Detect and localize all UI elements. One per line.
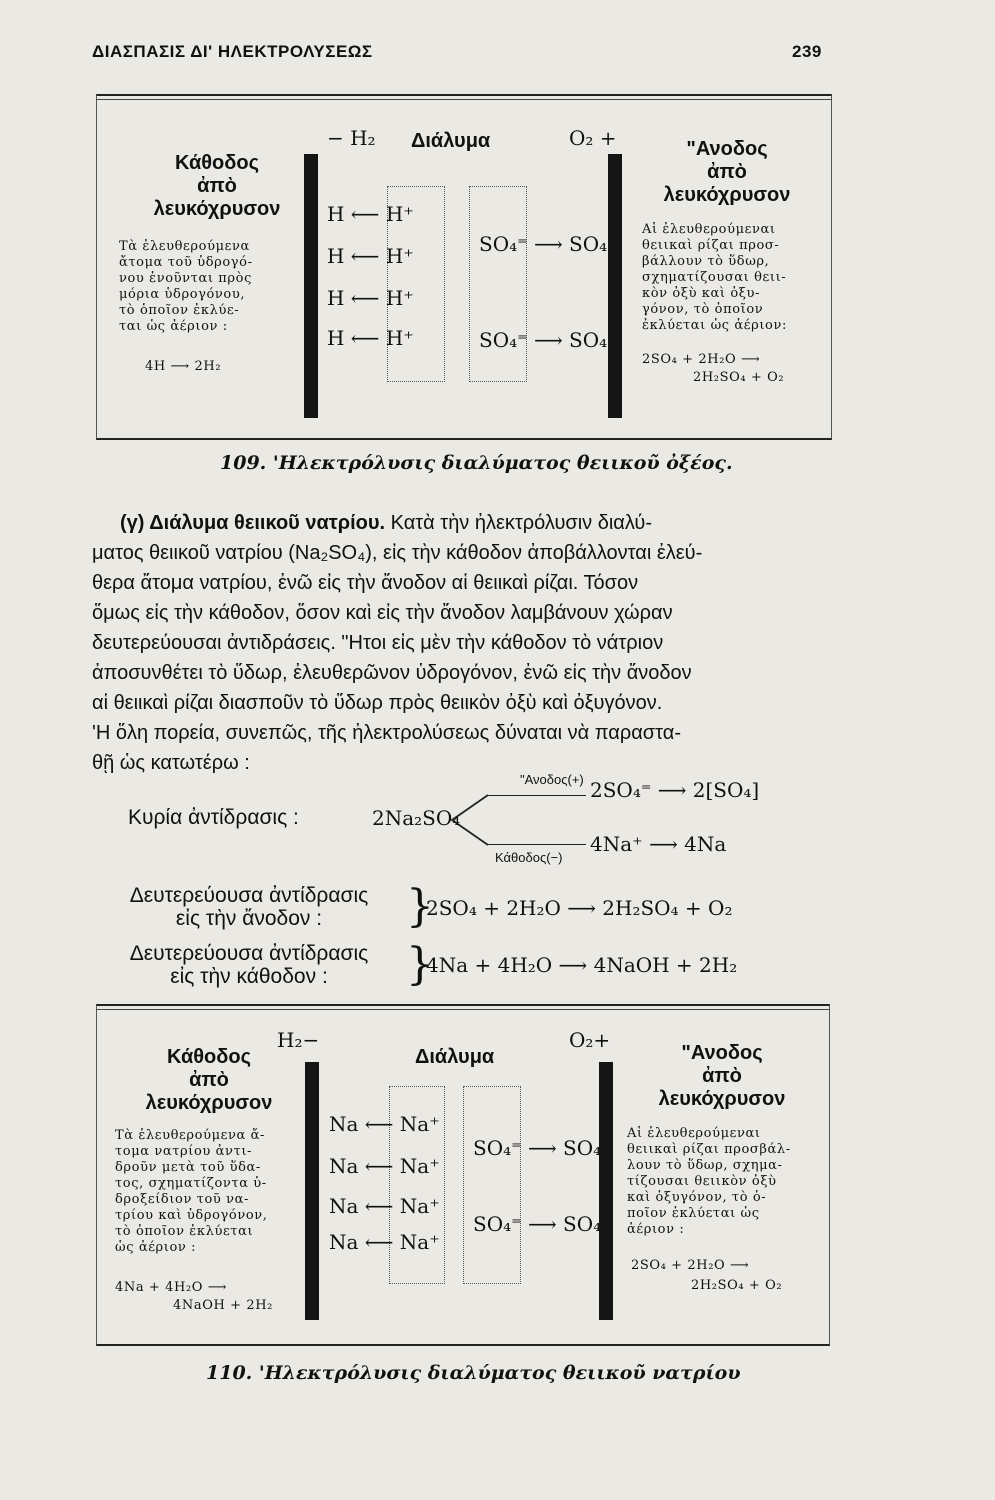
fig110-anode-equation-1: 2SO₄ + 2H₂O ⟶ (631, 1258, 750, 1273)
paragraph-line: 'Η ὅλη πορεία, συνεπῶς, τῆς ἠλεκτρολύσεως δύναται νὰ παραστα- (92, 722, 681, 744)
paragraph-line: ὅμως εἰς τὴν κάθοδον, ὅσον καὶ εἰς τὴν ἄνοδον λαμβάνουν χώραν (92, 602, 673, 624)
secondary-anode-label (94, 884, 404, 930)
fig110-solution-label: Διάλυμα (415, 1046, 495, 1068)
fig110-cation-row: Na ⟵ Na⁺ (329, 1194, 440, 1218)
secondary-anode-equation: 2SO₄ + 2H₂O ⟶ 2H₂SO₄ + O₂ (426, 896, 733, 920)
paragraph-line: θῇ ὡς κατωτέρω : (92, 752, 250, 774)
cathode-label: Κάθοδος(−) (495, 850, 563, 865)
fig110-anode-equation-2: 2H₂SO₄ + O₂ (691, 1278, 783, 1293)
figure-110-frame (96, 1004, 830, 1346)
main-reactant: 2Na₂SO₄ (372, 806, 461, 830)
fig109-solution-label: Διάλυμα (411, 130, 491, 152)
paragraph-line: ματος θειικοῦ νατρίου (Na₂SO₄), εἰς τὴν κάθοδον ἀποβάλλονται ἐλεύ- (92, 542, 703, 564)
fig109-gas-left: − H₂ (327, 126, 376, 150)
brace-icon: } (406, 939, 434, 990)
running-title: ΔΙΑΣΠΑΣΙΣ ΔΙ' ΗΛΕΚΤΡΟΛΥΣΕΩΣ (92, 42, 373, 61)
fig110-cation-row: Na ⟵ Na⁺ (329, 1154, 440, 1178)
fig110-cathode-title: Κάθοδος ἀπὸ λευκόχρυσον (145, 1046, 273, 1114)
section-paragraph (92, 508, 830, 778)
main-reaction-label: Κυρία ἀντίδρασις : (128, 806, 299, 829)
fig109-anion-row: SO₄⁼ ⟶ SO₄ (479, 328, 608, 352)
fig109-anode-title: "Ανοδος ἀπὸ λευκόχρυσον (663, 138, 791, 206)
fig109-cation-row: H ⟵ H⁺ (327, 202, 414, 226)
figure-109-caption: 109. 'Ηλεκτρόλυσις διαλύματος θειικοῦ ὀξέος. (220, 452, 733, 474)
figure-109-frame (96, 94, 832, 440)
fig109-cathode-text: Τὰ ἐλευθερούμενα ἄτομα τοῦ ὑδρογό- νου ἑνοῦνται πρὸς μόρια ὑδρογόνου, τὸ ὁποῖον ἐκλύε- ται ὡς ἀέριον : (119, 239, 253, 334)
page-number: 239 (792, 42, 822, 61)
fig110-gas-right: O₂+ (569, 1028, 611, 1052)
fig109-cation-row: H ⟵ H⁺ (327, 286, 414, 310)
fig109-anion-row: SO₄⁼ ⟶ SO₄ (479, 232, 608, 256)
fig110-cathode-text: Τὰ ἐλευθερούμενα ἄ- τομα νατρίου ἀντι- δροῦν μετὰ τοῦ ὕδα- τος, σχηματίζοντα ὑ- δροξείδιον τοῦ να- τρίου καὶ ὑδρογόνον, τὸ ὁποῖον ἐκλύεται ὡς ἀέριον : (115, 1128, 268, 1255)
anode-label: "Ανοδος(+) (520, 772, 584, 787)
fig110-anion-row: SO₄⁼ ⟶ SO₄ (473, 1136, 602, 1160)
fig110-cathode-equation-2: 4NaOH + 2H₂ (173, 1298, 273, 1313)
fig109-cation-row: H ⟵ H⁺ (327, 244, 414, 268)
paragraph-line: Κατὰ τὴν ἠλεκτρόλυσιν διαλύ- (390, 512, 652, 534)
fig109-cathode-equation: 4H ⟶ 2H₂ (145, 359, 222, 374)
fig109-cathode-electrode (304, 154, 318, 418)
secondary-cathode-label-2: εἰς τὴν κάθοδον : (170, 965, 328, 988)
fig110-anode-title: "Ανοδος ἀπὸ λευκόχρυσον (658, 1042, 786, 1110)
anode-product: 2SO₄⁼ ⟶ 2[SO₄] (590, 778, 760, 802)
paragraph-line: αἱ θειικαὶ ρίζαι διασποῦν τὸ ὕδωρ πρὸς θειικὸν ὀξὺ καὶ ὀξυγόνον. (92, 692, 663, 714)
fig110-cathode-electrode (305, 1062, 319, 1320)
secondary-cathode-label (92, 942, 406, 988)
secondary-cathode-equation: 4Na + 4H₂O ⟶ 4NaOH + 2H₂ (426, 953, 738, 977)
fig110-cation-row: Na ⟵ Na⁺ (329, 1230, 440, 1254)
secondary-anode-label-2: εἰς τὴν ἄνοδον : (175, 907, 323, 930)
fig109-cathode-title: Κάθοδος ἀπὸ λευκόχρυσον (153, 152, 281, 220)
fig109-anode-text: Αἱ ἐλευθερούμεναι θειικαὶ ρίζαι προσ- βάλλουν τὸ ὕδωρ, σχηματίζουσαι θειι- κὸν ὀξὺ καὶ ὀξυ- γόνον, τὸ ὁποῖον ἐκλύεται ὡς ἀέριον: (642, 222, 787, 333)
fig109-anode-equation-2: 2H₂SO₄ + O₂ (693, 370, 785, 385)
section-heading: (γ) Διάλυμα θειικοῦ νατρίου. (120, 512, 386, 534)
anode-arrow-line (488, 795, 586, 796)
fig110-cation-row: Na ⟵ Na⁺ (329, 1112, 440, 1136)
paragraph-line: δευτερεύουσαι ἀντιδράσεις. "Ητοι εἰς μὲν τὴν κάθοδον τὸ νάτριον (92, 632, 664, 654)
paragraph-line: ἀποσυνθέτει τὸ ὕδωρ, ἐλευθερῶνον ὑδρογόνον, ἐνῶ εἰς τὴν ἄνοδον (92, 662, 692, 684)
fig109-cation-row: H ⟵ H⁺ (327, 326, 414, 350)
fig109-anion-zone (469, 186, 527, 382)
cathode-arrow-line (488, 844, 586, 845)
fig109-anode-equation-1: 2SO₄ + 2H₂O ⟶ (642, 352, 761, 367)
fig109-anode-electrode (608, 154, 622, 418)
secondary-anode-label-1: Δευτερεύουσα ἀντίδρασις (129, 884, 369, 907)
paragraph-line: θερα ἄτομα νατρίου, ἐνῶ εἰς τὴν ἄνοδον αἱ θειικαὶ ρίζαι. Τόσον (92, 572, 639, 594)
figure-110-caption: 110. 'Ηλεκτρόλυσις διαλύματος θειικοῦ νατρίου (206, 1362, 741, 1384)
cathode-product: 4Na⁺ ⟶ 4Na (590, 832, 727, 856)
fig110-anode-text: Αἱ ἐλευθερούμεναι θειικαὶ ρίζαι προσβάλ- λουν τὸ ὕδωρ, σχημα- τίζουσαι θειικὸν ὀξὺ καὶ ὀξυγόνον, τὸ ὁ- ποῖον ἐκλύεται ὡς ἀέριον : (627, 1126, 791, 1237)
fig109-gas-right: O₂ + (569, 126, 617, 150)
fig110-anion-zone (463, 1086, 521, 1284)
fig110-anion-row: SO₄⁼ ⟶ SO₄ (473, 1212, 602, 1236)
fig110-anode-electrode (599, 1062, 613, 1320)
fig110-cathode-equation-1: 4Na + 4H₂O ⟶ (115, 1280, 227, 1295)
fig110-gas-left: H₂− (277, 1028, 320, 1052)
brace-icon: } (406, 881, 434, 932)
secondary-cathode-label-1: Δευτερεύουσα ἀντίδρασις (129, 942, 369, 965)
